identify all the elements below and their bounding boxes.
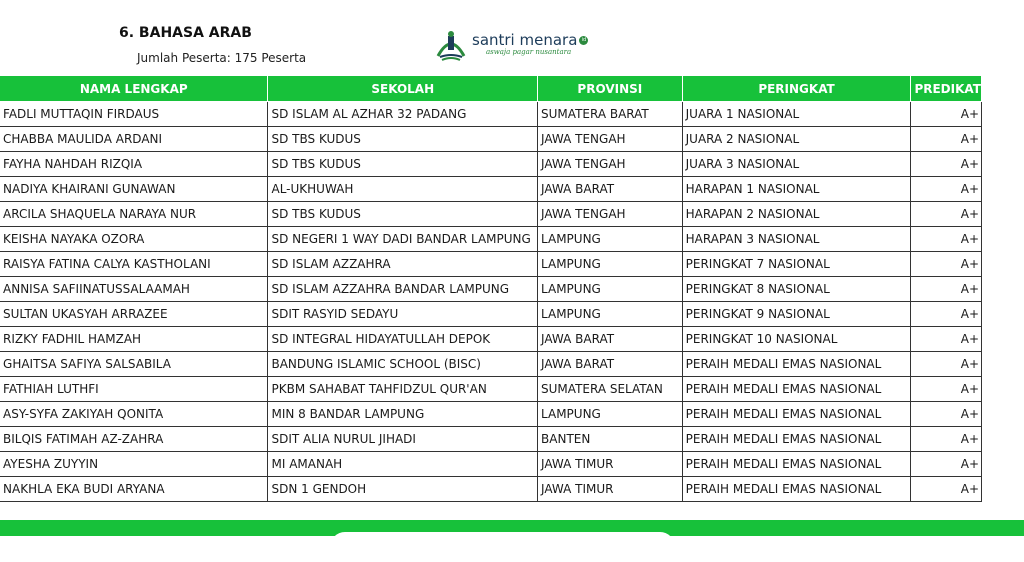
cell-provinsi: LAMPUNG — [538, 402, 683, 427]
cell-nama: ANNISA SAFIINATUSSALAAMAH — [0, 277, 268, 302]
cell-predikat: A+ — [911, 127, 982, 152]
table-row — [0, 452, 982, 477]
cell-provinsi: JAWA TENGAH — [538, 127, 683, 152]
table-row — [0, 277, 982, 302]
cell-predikat: A+ — [911, 227, 982, 252]
cell-predikat: A+ — [911, 427, 982, 452]
table-row — [0, 327, 982, 352]
cell-sekolah: SD NEGERI 1 WAY DADI BANDAR LAMPUNG — [268, 227, 538, 252]
cell-predikat: A+ — [911, 327, 982, 352]
table-row — [0, 352, 982, 377]
logo-badge: id — [579, 36, 588, 45]
cell-sekolah: SD INTEGRAL HIDAYATULLAH DEPOK — [268, 327, 538, 352]
cell-nama: CHABBA MAULIDA ARDANI — [0, 127, 268, 152]
cell-predikat: A+ — [911, 202, 982, 227]
col-header-provinsi: PROVINSI — [538, 76, 683, 102]
participant-count: Jumlah Peserta: 175 Peserta — [137, 51, 307, 65]
cell-predikat: A+ — [911, 177, 982, 202]
cell-provinsi: SUMATERA BARAT — [538, 102, 683, 127]
col-header-nama: NAMA LENGKAP — [0, 76, 268, 102]
table-row — [0, 302, 982, 327]
cell-peringkat: PERAIH MEDALI EMAS NASIONAL — [682, 402, 911, 427]
cell-nama: RAISYA FATINA CALYA KASTHOLANI — [0, 252, 268, 277]
mosque-emblem-icon — [434, 26, 468, 62]
table-row — [0, 227, 982, 252]
col-header-predikat: PREDIKAT — [911, 76, 982, 102]
cell-provinsi: JAWA BARAT — [538, 177, 683, 202]
col-header-peringkat: PERINGKAT — [682, 76, 911, 102]
cell-nama: GHAITSA SAFIYA SALSABILA — [0, 352, 268, 377]
table-row — [0, 477, 982, 502]
cell-peringkat: PERAIH MEDALI EMAS NASIONAL — [682, 452, 911, 477]
santri-menara-logo — [434, 24, 588, 64]
cell-predikat: A+ — [911, 477, 982, 502]
cell-sekolah: PKBM SAHABAT TAHFIDZUL QUR'AN — [268, 377, 538, 402]
cell-nama: FAYHA NAHDAH RIZQIA — [0, 152, 268, 177]
cell-provinsi: LAMPUNG — [538, 277, 683, 302]
cell-nama: KEISHA NAYAKA OZORA — [0, 227, 268, 252]
cell-nama: ASY-SYFA ZAKIYAH QONITA — [0, 402, 268, 427]
cell-peringkat: PERINGKAT 8 NASIONAL — [682, 277, 911, 302]
cell-predikat: A+ — [911, 377, 982, 402]
cell-sekolah: MI AMANAH — [268, 452, 538, 477]
cell-sekolah: AL-UKHUWAH — [268, 177, 538, 202]
footer-pill — [330, 532, 675, 562]
cell-nama: NAKHLA EKA BUDI ARYANA — [0, 477, 268, 502]
cell-predikat: A+ — [911, 102, 982, 127]
cell-predikat: A+ — [911, 352, 982, 377]
cell-predikat: A+ — [911, 302, 982, 327]
cell-peringkat: PERAIH MEDALI EMAS NASIONAL — [682, 427, 911, 452]
table-row — [0, 152, 982, 177]
results-table — [0, 75, 982, 502]
table-row — [0, 252, 982, 277]
cell-provinsi: JAWA TENGAH — [538, 152, 683, 177]
logo-tagline: aswaja pagar nusantara — [486, 47, 572, 56]
cell-nama: AYESHA ZUYYIN — [0, 452, 268, 477]
cell-peringkat: PERINGKAT 7 NASIONAL — [682, 252, 911, 277]
cell-peringkat: PERAIH MEDALI EMAS NASIONAL — [682, 352, 911, 377]
cell-predikat: A+ — [911, 402, 982, 427]
col-header-sekolah: SEKOLAH — [268, 76, 538, 102]
cell-sekolah: SD ISLAM AZZAHRA BANDAR LAMPUNG — [268, 277, 538, 302]
cell-nama: NADIYA KHAIRANI GUNAWAN — [0, 177, 268, 202]
cell-sekolah: SD TBS KUDUS — [268, 202, 538, 227]
cell-sekolah: SDIT ALIA NURUL JIHADI — [268, 427, 538, 452]
cell-peringkat: JUARA 1 NASIONAL — [682, 102, 911, 127]
table-row — [0, 127, 982, 152]
cell-peringkat: JUARA 3 NASIONAL — [682, 152, 911, 177]
cell-peringkat: HARAPAN 1 NASIONAL — [682, 177, 911, 202]
table-row — [0, 177, 982, 202]
table-row — [0, 377, 982, 402]
cell-provinsi: JAWA BARAT — [538, 352, 683, 377]
cell-predikat: A+ — [911, 252, 982, 277]
cell-nama: ARCILA SHAQUELA NARAYA NUR — [0, 202, 268, 227]
cell-sekolah: SD TBS KUDUS — [268, 152, 538, 177]
cell-sekolah: BANDUNG ISLAMIC SCHOOL (BISC) — [268, 352, 538, 377]
cell-provinsi: JAWA TIMUR — [538, 477, 683, 502]
table-row — [0, 102, 982, 127]
cell-nama: RIZKY FADHIL HAMZAH — [0, 327, 268, 352]
table-header-row — [0, 76, 982, 102]
cell-peringkat: HARAPAN 2 NASIONAL — [682, 202, 911, 227]
section-title: 6. BAHASA ARAB — [119, 25, 252, 41]
cell-provinsi: JAWA TENGAH — [538, 202, 683, 227]
cell-nama: FADLI MUTTAQIN FIRDAUS — [0, 102, 268, 127]
table-row — [0, 427, 982, 452]
cell-provinsi: JAWA TIMUR — [538, 452, 683, 477]
cell-sekolah: SD ISLAM AZZAHRA — [268, 252, 538, 277]
table-row — [0, 402, 982, 427]
table-row — [0, 202, 982, 227]
cell-provinsi: LAMPUNG — [538, 302, 683, 327]
cell-nama: FATHIAH LUTHFI — [0, 377, 268, 402]
cell-predikat: A+ — [911, 152, 982, 177]
cell-nama: SULTAN UKASYAH ARRAZEE — [0, 302, 268, 327]
cell-provinsi: JAWA BARAT — [538, 327, 683, 352]
cell-sekolah: SD TBS KUDUS — [268, 127, 538, 152]
cell-predikat: A+ — [911, 452, 982, 477]
cell-sekolah: SDN 1 GENDOH — [268, 477, 538, 502]
cell-peringkat: PERAIH MEDALI EMAS NASIONAL — [682, 377, 911, 402]
cell-nama: BILQIS FATIMAH AZ-ZAHRA — [0, 427, 268, 452]
logo-name: santri menara — [472, 30, 578, 49]
cell-provinsi: LAMPUNG — [538, 227, 683, 252]
cell-sekolah: MIN 8 BANDAR LAMPUNG — [268, 402, 538, 427]
cell-provinsi: BANTEN — [538, 427, 683, 452]
cell-peringkat: HARAPAN 3 NASIONAL — [682, 227, 911, 252]
cell-peringkat: PERINGKAT 9 NASIONAL — [682, 302, 911, 327]
cell-peringkat: PERAIH MEDALI EMAS NASIONAL — [682, 477, 911, 502]
cell-sekolah: SD ISLAM AL AZHAR 32 PADANG — [268, 102, 538, 127]
cell-provinsi: SUMATERA SELATAN — [538, 377, 683, 402]
cell-provinsi: LAMPUNG — [538, 252, 683, 277]
cell-peringkat: PERINGKAT 10 NASIONAL — [682, 327, 911, 352]
cell-sekolah: SDIT RASYID SEDAYU — [268, 302, 538, 327]
cell-peringkat: JUARA 2 NASIONAL — [682, 127, 911, 152]
cell-predikat: A+ — [911, 277, 982, 302]
